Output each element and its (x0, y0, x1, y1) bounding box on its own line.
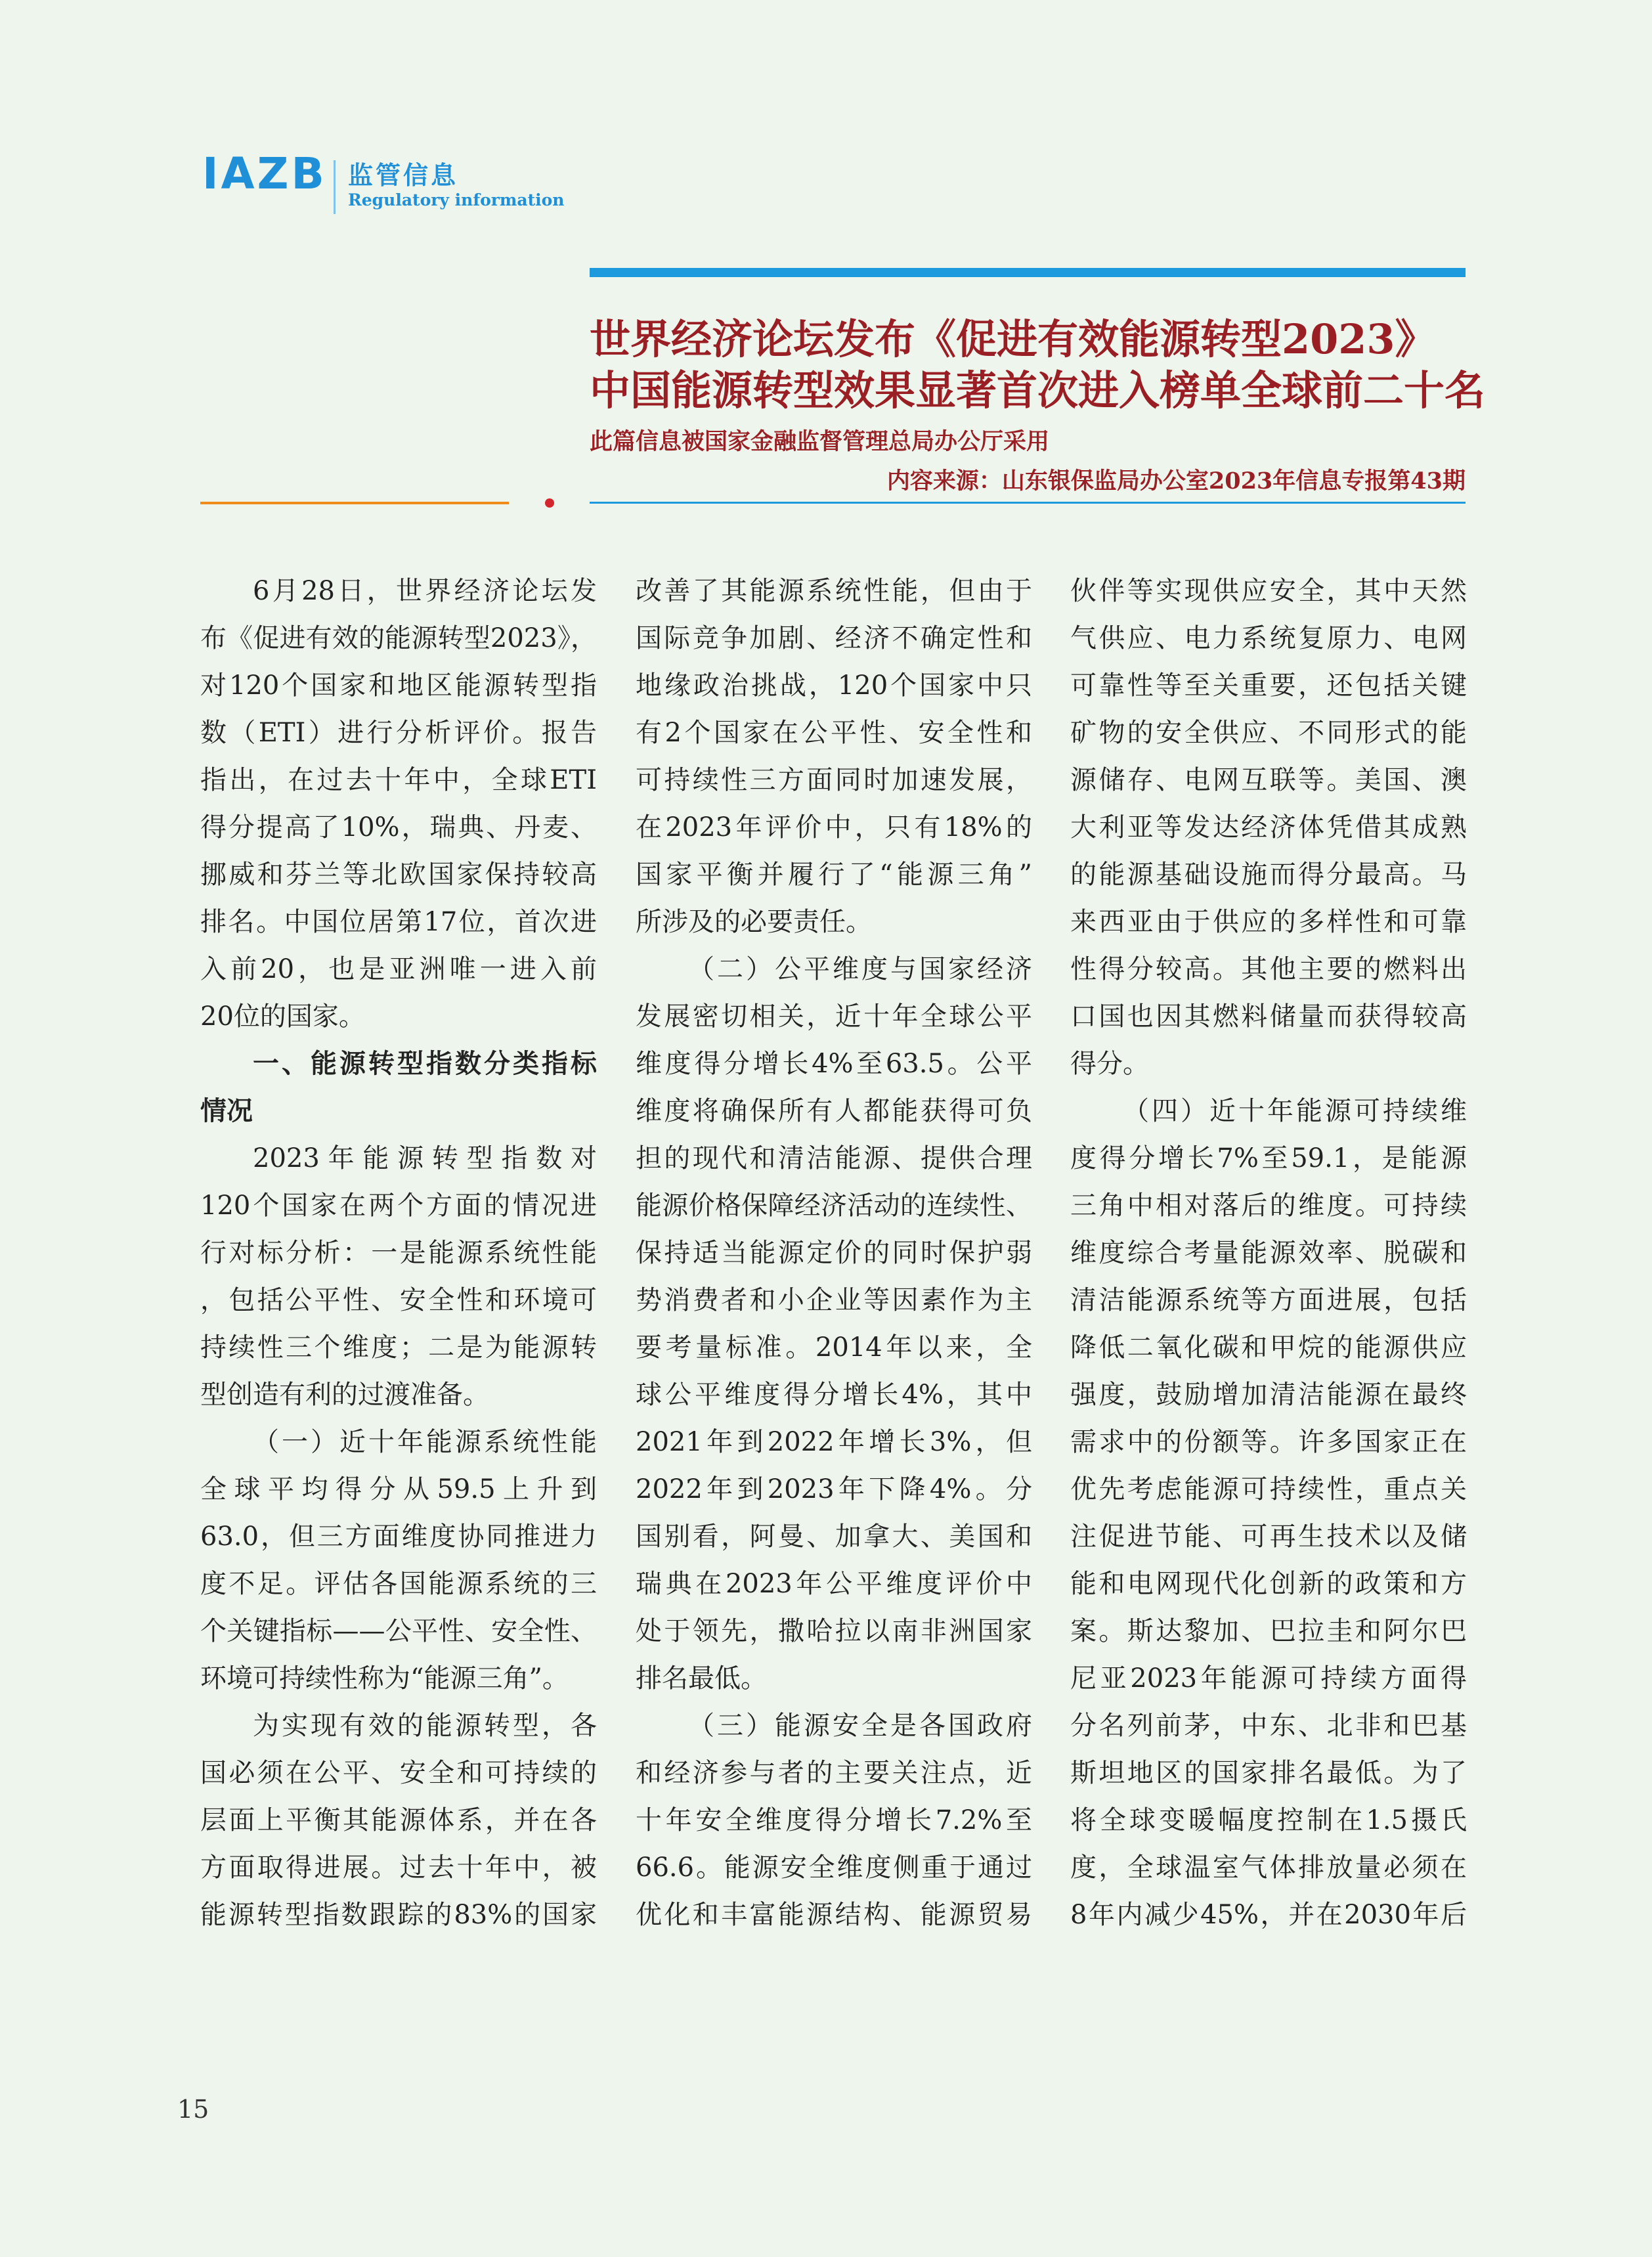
body-column-3 (1070, 567, 1467, 1939)
text-line: 大利亚等发达经济体凭借其成熟 (1070, 812, 1467, 843)
text-line: 优先考虑能源可持续性，重点关 (1070, 1474, 1467, 1504)
text-line: 优化和丰富能源结构、能源贸易 (636, 1900, 1032, 1930)
text-line: 降低二氧化碳和甲烷的能源供应 (1070, 1332, 1467, 1363)
section-title-cn: 监管信息 (348, 160, 459, 190)
article-subtitle: 此篇信息被国家金融监督管理总局办公厅采用 (590, 428, 1050, 455)
text-line: （三）能源安全是各国政府 (688, 1711, 1032, 1741)
text-line: 和经济参与者的主要关注点，近 (636, 1758, 1032, 1788)
text-line: 国别看，阿曼、加拿大、美国和 (636, 1522, 1032, 1552)
text-line: 2022年到2023年下降4%。分 (636, 1474, 1032, 1504)
text-line: 度不足。评估各国能源系统的三 (200, 1569, 597, 1599)
title-top-bar (590, 268, 1466, 277)
text-line: 度，全球温室气体排放量必须在 (1070, 1852, 1467, 1883)
text-line: 能源转型指数跟踪的83%的国家 (200, 1900, 597, 1930)
text-line: 8年内减少45%，并在2030年后 (1070, 1900, 1467, 1930)
logo-divider (334, 160, 336, 214)
text-line: 排名最低。 (636, 1663, 767, 1694)
text-line: 性得分较高。其他主要的燃料出 (1070, 954, 1467, 984)
text-line: 维度将确保所有人都能获得可负 (636, 1096, 1032, 1126)
text-line: 的能源基础设施而得分最高。马 (1070, 860, 1467, 890)
text-line: 能源价格保障经济活动的连续性、 (636, 1191, 1032, 1221)
article-title-line-2: 中国能源转型效果显著首次进入榜单全球前二十名 (590, 366, 1486, 414)
divider-dot (545, 498, 554, 508)
text-line: 改善了其能源系统性能，但由于 (636, 576, 1032, 606)
text-line: 球公平维度得分增长4%，其中 (636, 1380, 1032, 1410)
text-line: 注促进节能、可再生技术以及储 (1070, 1522, 1467, 1552)
body-column-1 (200, 567, 597, 1939)
text-line: 伙伴等实现供应安全，其中天然 (1070, 576, 1467, 606)
text-line: 尼亚2023年能源可持续方面得 (1070, 1663, 1467, 1694)
text-line: 案。斯达黎加、巴拉圭和阿尔巴 (1070, 1616, 1467, 1646)
text-line: 强度，鼓励增加清洁能源在最终 (1070, 1380, 1467, 1410)
text-line: 排名。中国位居第17位，首次进 (200, 907, 597, 937)
text-line: 国际竞争加剧、经济不确定性和 (636, 623, 1032, 653)
text-line: 行对标分析：一是能源系统性能 (200, 1238, 597, 1268)
text-line: 势消费者和小企业等因素作为主 (636, 1285, 1032, 1315)
text-line: 数（ETI）进行分析评价。报告 (200, 718, 597, 748)
text-line: 环境可持续性称为“能源三角”。 (200, 1663, 569, 1694)
text-line: 气供应、电力系统复原力、电网 (1070, 623, 1467, 653)
text-line: 得分提高了10%，瑞典、丹麦、 (200, 812, 597, 843)
text-line: 可持续性三方面同时加速发展， (636, 765, 1032, 795)
text-line: 对120个国家和地区能源转型指 (200, 670, 597, 701)
text-line: 来西亚由于供应的多样性和可靠 (1070, 907, 1467, 937)
text-line: 要考量标准。2014年以来，全 (636, 1332, 1032, 1363)
text-line: 有2个国家在公平性、安全性和 (636, 718, 1032, 748)
text-line: （一）近十年能源系统性能 (253, 1427, 597, 1457)
text-line: 口国也因其燃料储量而获得较高 (1070, 1001, 1467, 1032)
text-line: 地缘政治挑战，120个国家中只 (636, 670, 1032, 701)
text-line: 挪威和芬兰等北欧国家保持较高 (200, 860, 597, 890)
text-line: 可靠性等至关重要，还包括关键 (1070, 670, 1467, 701)
text-line: 处于领先，撒哈拉以南非洲国家 (636, 1616, 1032, 1646)
text-line: 指出，在过去十年中，全球ETI (200, 765, 597, 795)
text-line: 需求中的份额等。许多国家正在 (1070, 1427, 1467, 1457)
text-line: 能和电网现代化创新的政策和方 (1070, 1569, 1467, 1599)
text-line: 瑞典在2023年公平维度评价中 (636, 1569, 1032, 1599)
text-line: 保持适当能源定价的同时保护弱 (636, 1238, 1032, 1268)
text-line: 源储存、电网互联等。美国、澳 (1070, 765, 1467, 795)
text-line: 个关键指标——公平性、安全性、 (200, 1616, 597, 1646)
text-line: （二）公平维度与国家经济 (688, 954, 1032, 984)
text-line: 120个国家在两个方面的情况进 (200, 1191, 597, 1221)
text-line: 矿物的安全供应、不同形式的能 (1070, 718, 1467, 748)
text-line: 布《促进有效的能源转型2023》， (200, 623, 597, 653)
text-line: 方面取得进展。过去十年中，被 (200, 1852, 597, 1883)
text-line: ，包括公平性、安全性和环境可 (200, 1285, 597, 1315)
text-line: 全球平均得分从59.5上升到 (200, 1474, 597, 1504)
text-line: 20位的国家。 (200, 1001, 365, 1032)
text-line: 得分。 (1070, 1049, 1149, 1079)
text-line: 2023年能源转型指数对 (253, 1143, 597, 1173)
divider-blue (590, 502, 1466, 504)
divider-orange (200, 502, 509, 504)
text-line: 将全球变暖幅度控制在1.5摄氏 (1070, 1805, 1467, 1835)
text-line: 斯坦地区的国家排名最低。为了 (1070, 1758, 1467, 1788)
text-line: 63.0，但三方面维度协同推进力 (200, 1522, 597, 1552)
text-line: 发展密切相关，近十年全球公平 (636, 1001, 1032, 1032)
text-line: 分名列前茅，中东、北非和巴基 (1070, 1711, 1467, 1741)
text-line: 2021年到2022年增长3%，但 (636, 1427, 1032, 1457)
text-line: 在2023年评价中，只有18%的 (636, 812, 1032, 843)
text-line: 所涉及的必要责任。 (636, 907, 872, 937)
text-line: 情况 (200, 1095, 253, 1126)
text-line: 层面上平衡其能源体系，并在各 (200, 1805, 597, 1835)
text-line: 清洁能源系统等方面进展，包括 (1070, 1285, 1467, 1315)
text-line: 度得分增长7%至59.1，是能源 (1070, 1143, 1467, 1173)
article-title-line-1: 世界经济论坛发布《促进有效能源转型2023》 (590, 315, 1436, 363)
section-title-en: Regulatory information (348, 190, 565, 209)
text-line: 三角中相对落后的维度。可持续 (1070, 1191, 1467, 1221)
article-source: 内容来源：山东银保监局办公室2023年信息专报第43期 (886, 468, 1466, 494)
publication-logo: IAZB (202, 148, 327, 199)
text-line: 国必须在公平、安全和可持续的 (200, 1758, 597, 1788)
text-line: 维度综合考量能源效率、脱碳和 (1070, 1238, 1467, 1268)
text-line: 维度得分增长4%至63.5。公平 (636, 1049, 1032, 1079)
page-number: 15 (177, 2095, 209, 2124)
text-line: 6月28日，世界经济论坛发 (253, 576, 597, 606)
text-line: 型创造有利的过渡准备。 (200, 1380, 489, 1410)
text-line: 为实现有效的能源转型，各 (253, 1711, 597, 1741)
text-line: 十年安全维度得分增长7.2%至 (636, 1805, 1032, 1835)
text-line: 一、能源转型指数分类指标 (253, 1048, 597, 1079)
text-line: 担的现代和清洁能源、提供合理 (636, 1143, 1032, 1173)
text-line: （四）近十年能源可持续维 (1123, 1096, 1467, 1126)
body-column-2 (636, 567, 1032, 1939)
text-line: 入前20，也是亚洲唯一进入前 (200, 954, 597, 984)
text-line: 国家平衡并履行了“能源三角” (636, 860, 1032, 890)
text-line: 66.6。能源安全维度侧重于通过 (636, 1852, 1032, 1883)
text-line: 持续性三个维度；二是为能源转 (200, 1332, 597, 1363)
